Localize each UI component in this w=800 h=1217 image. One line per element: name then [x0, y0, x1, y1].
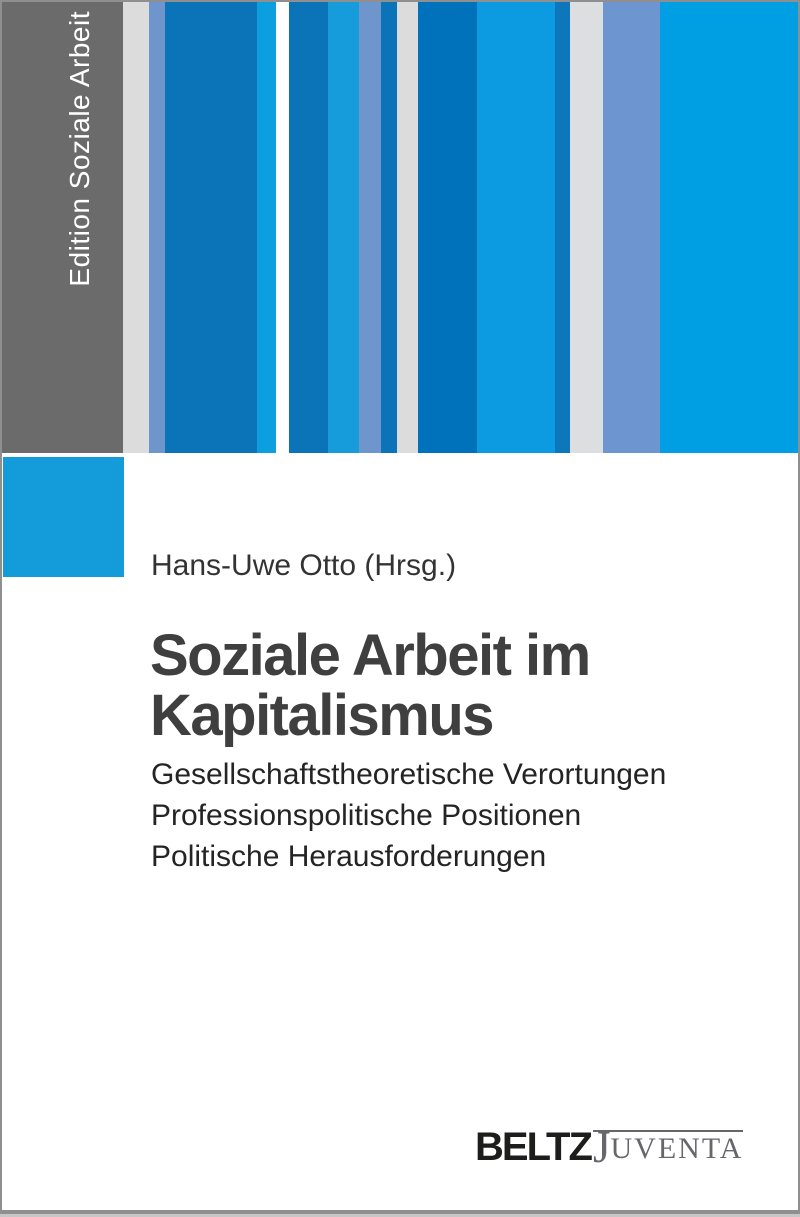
beltz-wordmark: BELTZ [475, 1125, 591, 1169]
color-stripe [660, 0, 798, 453]
color-stripe [257, 0, 276, 453]
edition-label: Edition Soziale Arbeit [64, 11, 95, 287]
color-stripe [570, 0, 603, 453]
juventa-wordmark [593, 1122, 744, 1172]
publisher-logo [475, 1122, 745, 1174]
color-stripe [289, 0, 328, 453]
color-stripe [603, 0, 660, 453]
bottom-edge [0, 1210, 800, 1217]
accent-square [3, 457, 124, 577]
color-stripe [149, 0, 165, 453]
color-stripe [276, 0, 289, 453]
color-stripe [381, 0, 397, 453]
book-title [150, 623, 590, 748]
subtitle [151, 754, 666, 877]
color-stripe [165, 0, 257, 453]
juventa-rest: UVENTA [610, 1132, 744, 1165]
color-stripe [328, 0, 359, 453]
color-stripe [123, 0, 149, 453]
color-stripe [477, 0, 555, 453]
color-stripe [555, 0, 570, 453]
color-stripe [397, 0, 418, 453]
title-line-1: Soziale Arbeit im [150, 623, 590, 688]
color-stripe [359, 0, 381, 453]
subtitle-line: Gesellschaftstheoretische Verortungen [151, 758, 667, 791]
edition-sidebar [0, 0, 123, 453]
author-line: Hans-Uwe Otto (Hrsg.) [151, 549, 457, 582]
title-line-2: Kapitalismus [150, 683, 493, 748]
color-stripe [418, 0, 477, 453]
juventa-initial: J [593, 1122, 611, 1172]
subtitle-line: Politische Herausforderungen [151, 840, 547, 873]
subtitle-line: Professionspolitische Positionen [151, 799, 582, 832]
